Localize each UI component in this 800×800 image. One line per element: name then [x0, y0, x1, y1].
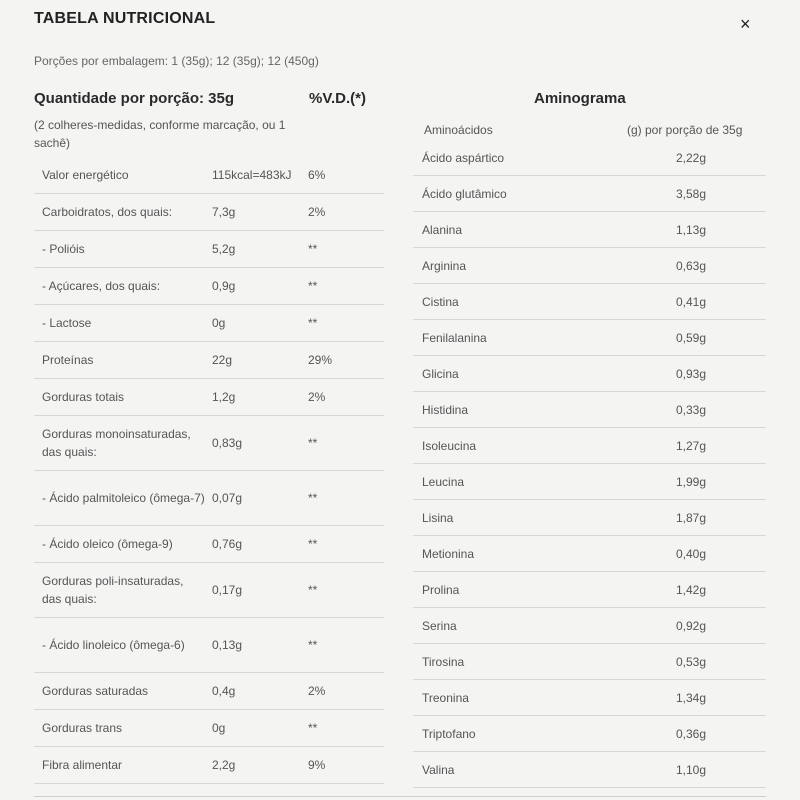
- nutrient-vd: **: [300, 471, 384, 526]
- nutrient-amount: 0,76g: [206, 526, 300, 563]
- amino-value: 0,93g: [622, 356, 766, 392]
- serving-heading: Quantidade por porção: 35g: [34, 90, 235, 107]
- amino-name: Prolina: [413, 572, 622, 608]
- amino-name: Alanina: [413, 212, 622, 248]
- table-row: [413, 752, 766, 788]
- nutrient-amount: 0,17g: [206, 563, 300, 618]
- nutrient-vd: **: [300, 305, 384, 342]
- table-row: [34, 379, 384, 416]
- table-row: [413, 464, 766, 500]
- amino-value: 0,59g: [622, 320, 766, 356]
- nutrient-vd: **: [300, 618, 384, 673]
- nutrient-amount: 115kcal=483kJ: [206, 157, 300, 194]
- nutrient-amount: 5,2g: [206, 231, 300, 268]
- amino-name: Metionina: [413, 536, 622, 572]
- table-row: [34, 618, 384, 673]
- amino-name: Triptofano: [413, 716, 622, 752]
- table-row: [413, 320, 766, 356]
- aminogram-col-value: (g) por porção de 35g: [627, 123, 743, 137]
- amino-value: 1,42g: [622, 572, 766, 608]
- amino-name: Fenilalanina: [413, 320, 622, 356]
- table-row: [34, 673, 384, 710]
- nutrient-name: - Ácido oleico (ômega-9): [34, 526, 206, 563]
- vd-heading: %V.D.(*): [309, 90, 366, 107]
- table-row: [34, 747, 384, 784]
- amino-name: Ácido glutâmico: [413, 176, 622, 212]
- table-row: [34, 526, 384, 563]
- nutrient-name: Gorduras monoinsaturadas, das quais:: [34, 416, 206, 471]
- nutrient-vd: **: [300, 526, 384, 563]
- nutrient-vd: 6%: [300, 157, 384, 194]
- nutrient-name: - Lactose: [34, 305, 206, 342]
- nutrient-amount: 0,13g: [206, 618, 300, 673]
- nutrient-name: - Polióis: [34, 231, 206, 268]
- nutrient-vd: **: [300, 710, 384, 747]
- aminogram-title: Aminograma: [534, 90, 626, 107]
- amino-value: 0,63g: [622, 248, 766, 284]
- nutrient-name: - Açúcares, dos quais:: [34, 268, 206, 305]
- amino-value: 2,22g: [622, 140, 766, 176]
- table-row: [413, 680, 766, 716]
- nutrient-amount: 0g: [206, 710, 300, 747]
- nutrient-amount: 7,3g: [206, 194, 300, 231]
- amino-value: 0,36g: [622, 716, 766, 752]
- table-row: [413, 608, 766, 644]
- nutrient-amount: 22g: [206, 342, 300, 379]
- table-row: [413, 572, 766, 608]
- nutrient-name: Valor energético: [34, 157, 206, 194]
- nutrient-vd: 2%: [300, 379, 384, 416]
- amino-name: Serina: [413, 608, 622, 644]
- amino-name: Tirosina: [413, 644, 622, 680]
- divider: [34, 796, 766, 797]
- nutrient-name: Gorduras saturadas: [34, 673, 206, 710]
- nutrient-amount: 0,83g: [206, 416, 300, 471]
- nutrient-vd: **: [300, 231, 384, 268]
- amino-value: 1,27g: [622, 428, 766, 464]
- table-row: [34, 305, 384, 342]
- nutrient-vd: 2%: [300, 194, 384, 231]
- aminogram-table: [413, 140, 766, 788]
- table-row: [413, 392, 766, 428]
- amino-value: 0,53g: [622, 644, 766, 680]
- table-row: [34, 342, 384, 379]
- close-icon[interactable]: ×: [740, 14, 751, 34]
- nutrient-vd: 29%: [300, 342, 384, 379]
- amino-value: 0,40g: [622, 536, 766, 572]
- amino-name: Ácido aspártico: [413, 140, 622, 176]
- table-row: [413, 356, 766, 392]
- amino-value: 1,99g: [622, 464, 766, 500]
- nutrient-name: Gorduras trans: [34, 710, 206, 747]
- amino-name: Treonina: [413, 680, 622, 716]
- table-row: [413, 212, 766, 248]
- table-row: [413, 284, 766, 320]
- amino-name: Arginina: [413, 248, 622, 284]
- table-row: [34, 471, 384, 526]
- nutrient-vd: **: [300, 416, 384, 471]
- table-row: [413, 536, 766, 572]
- nutrient-vd: 9%: [300, 747, 384, 784]
- table-row: [34, 194, 384, 231]
- table-row: [413, 248, 766, 284]
- amino-name: Histidina: [413, 392, 622, 428]
- table-row: [34, 268, 384, 305]
- nutrient-name: Gorduras totais: [34, 379, 206, 416]
- table-row: [413, 644, 766, 680]
- nutrient-name: Carboidratos, dos quais:: [34, 194, 206, 231]
- nutrient-amount: 0,9g: [206, 268, 300, 305]
- table-row: [34, 416, 384, 471]
- nutrition-table: [34, 157, 384, 784]
- table-row: [34, 231, 384, 268]
- table-row: [413, 716, 766, 752]
- serving-note: (2 colheres-medidas, conforme marcação, ou 1 sachê): [34, 118, 286, 150]
- amino-name: Lisina: [413, 500, 622, 536]
- amino-name: Glicina: [413, 356, 622, 392]
- nutrient-name: - Ácido palmitoleico (ômega-7): [34, 471, 206, 526]
- nutrient-vd: **: [300, 563, 384, 618]
- nutrient-name: Gorduras poli-insaturadas, das quais:: [34, 563, 206, 618]
- nutrient-amount: 2,2g: [206, 747, 300, 784]
- amino-name: Leucina: [413, 464, 622, 500]
- nutrient-name: Proteínas: [34, 342, 206, 379]
- nutrient-amount: 0,07g: [206, 471, 300, 526]
- amino-value: 0,41g: [622, 284, 766, 320]
- amino-value: 3,58g: [622, 176, 766, 212]
- modal-title: TABELA NUTRICIONAL: [34, 10, 216, 27]
- table-row: [34, 563, 384, 618]
- table-row: [413, 428, 766, 464]
- table-row: [413, 140, 766, 176]
- table-row: [34, 157, 384, 194]
- amino-value: 0,92g: [622, 608, 766, 644]
- table-row: [413, 500, 766, 536]
- nutrient-name: Fibra alimentar: [34, 747, 206, 784]
- amino-value: 1,87g: [622, 500, 766, 536]
- nutrient-name: - Ácido linoleico (ômega-6): [34, 618, 206, 673]
- amino-value: 1,34g: [622, 680, 766, 716]
- table-row: [413, 176, 766, 212]
- nutrient-amount: 1,2g: [206, 379, 300, 416]
- amino-name: Isoleucina: [413, 428, 622, 464]
- amino-name: Cistina: [413, 284, 622, 320]
- nutrient-amount: 0g: [206, 305, 300, 342]
- amino-value: 1,10g: [622, 752, 766, 788]
- amino-value: 1,13g: [622, 212, 766, 248]
- nutrient-vd: **: [300, 268, 384, 305]
- amino-name: Valina: [413, 752, 622, 788]
- amino-value: 0,33g: [622, 392, 766, 428]
- nutrient-amount: 0,4g: [206, 673, 300, 710]
- table-row: [34, 710, 384, 747]
- servings-per-package: Porções por embalagem: 1 (35g); 12 (35g); 12 (450g): [34, 54, 319, 68]
- aminogram-col-name: Aminoácidos: [424, 123, 493, 137]
- nutrient-vd: 2%: [300, 673, 384, 710]
